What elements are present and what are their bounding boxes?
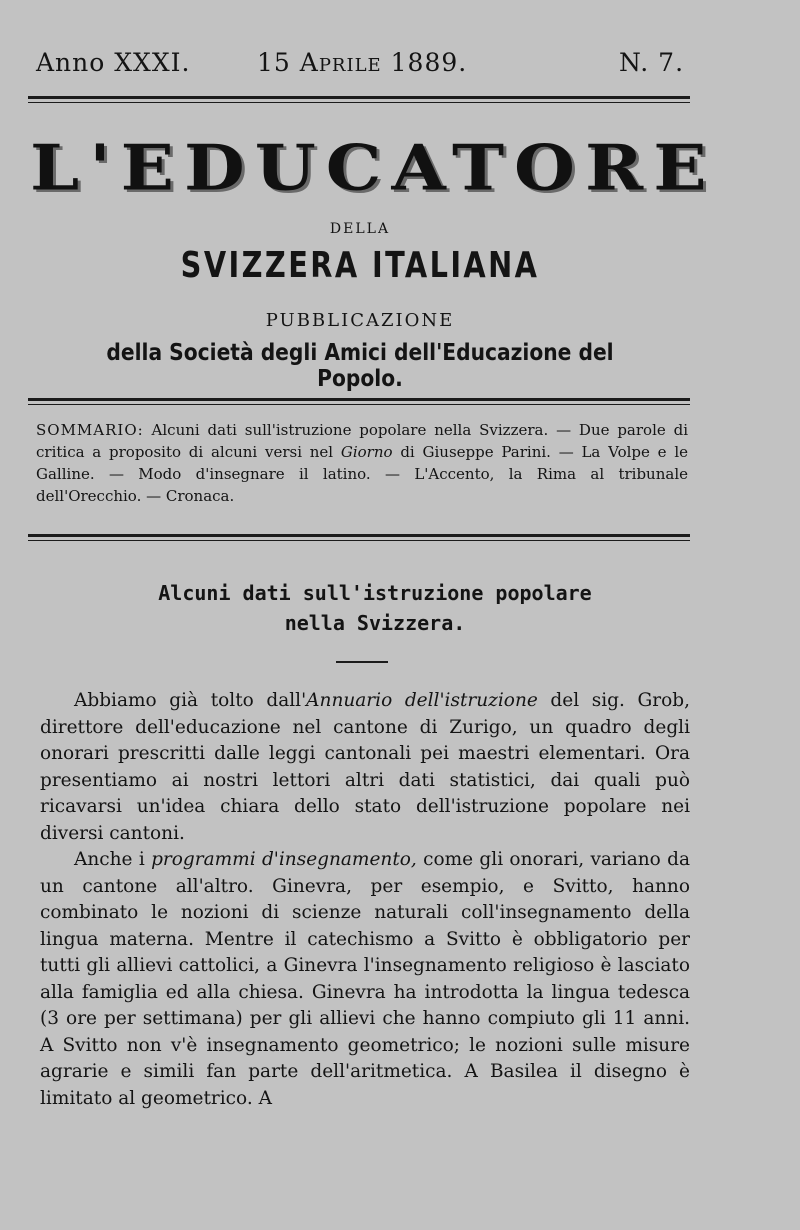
article-title-line-2: nella Svizzera. <box>284 611 466 635</box>
masthead-region: SVIZZERA ITALIANA <box>180 245 540 286</box>
issue-date <box>257 48 467 77</box>
masthead-publication: PUBBLICAZIONE <box>265 310 455 331</box>
article-title <box>30 578 720 638</box>
sommario-text-2: di Giuseppe Parini. — La Volpe e le Galline. — Modo d'insegnare il latino. — L'Accento, la Rima al tribunale dell'Orecchio. — Cronaca. <box>36 443 688 505</box>
issue-number: N. 7. <box>619 48 685 77</box>
sommario-text-1: Alcuni dati sull'istruzione popolare nella Svizzera. — Due parole di critica a proposito di alcuni versi nel <box>36 421 688 461</box>
header-double-rule <box>28 96 690 103</box>
masthead-della: DELLA <box>329 221 391 237</box>
sommario <box>36 419 688 507</box>
p2-italic: programmi d'insegnamento, <box>151 849 417 870</box>
sommario-label: SOMMARIO: <box>36 421 144 439</box>
p1-text-a: Abbiamo già tolto dall' <box>74 690 307 711</box>
p2-text-b: come gli onorari, variano da un cantone all'altro. Ginevra, per esempio, e Svitto, hanno combinato le nozioni di scienze naturali coll'insegnamento della lingua materna. Mentre il catechismo a Svitto è obbligatorio per tutti gli allievi cattolici, a Ginevra l'insegnamento religioso è lasciato alla famiglia ed alla chiesa. Ginevra ha introdotta la lingua tedesca (3 ore per settimana) per gli allievi che hanno compiuto gli 11 anni. A Svitto non v'è insegnamento geometrico; le nozioni sulle misure agrarie e simili fan parte dell'aritmetica. A Basilea il disegno è limitato al geometrico. A <box>40 849 690 1109</box>
article-title-line-1: Alcuni dati sull'istruzione popolare <box>158 581 592 605</box>
sommario-double-rule <box>28 534 690 541</box>
p2-text-a: Anche i <box>74 849 152 870</box>
p1-italic: Annuario dell'istruzione <box>306 690 538 711</box>
sommario-giorno: Giorno <box>340 443 393 461</box>
issue-date-month: Aprile <box>299 48 382 77</box>
masthead-title: L'EDUCATORE <box>30 130 717 205</box>
article-paragraph <box>40 688 690 847</box>
article-body <box>40 688 690 1112</box>
masthead-double-rule <box>28 398 690 405</box>
issue-date-day: 15 <box>257 48 291 77</box>
p1-text-b: del sig. Grob, direttore dell'educazione nel cantone di Zurigo, un quadro degli onorari prescritti dalle leggi cantonali pei maestri elementari. Ora presentiamo ai nostri lettori altri dati statistici, dai quali può ricavarsi un'idea chiara dello stato dell'istruzione popolare nei diversi cantoni. <box>40 690 690 844</box>
article-paragraph <box>40 847 690 1112</box>
masthead-society: della Società degli Amici dell'Educazione del Popolo. <box>106 340 614 392</box>
title-separator <box>336 661 388 663</box>
issue-date-year: 1889. <box>390 48 468 77</box>
volume-number: Anno XXXI. <box>36 48 191 77</box>
